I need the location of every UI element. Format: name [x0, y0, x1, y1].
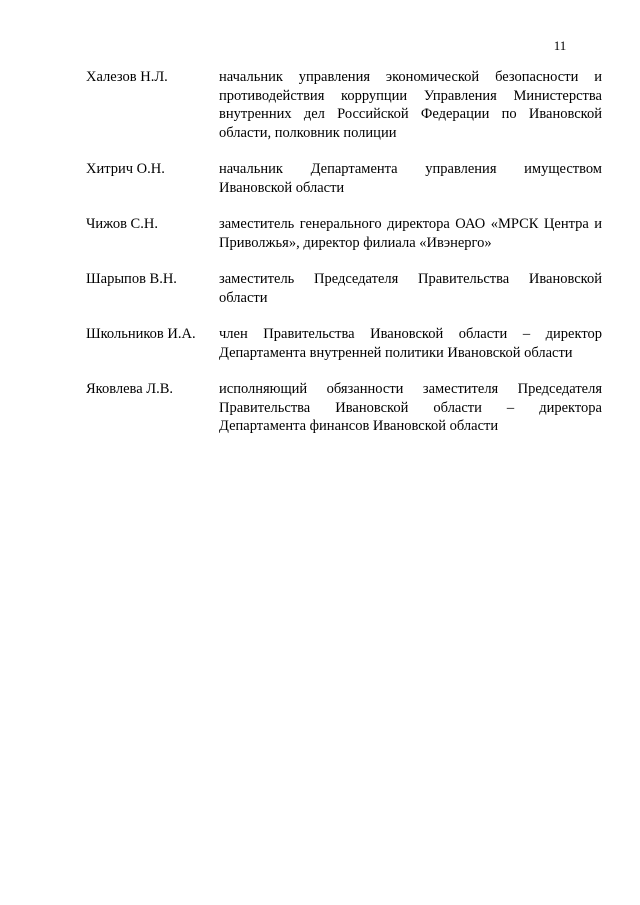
person-position: заместитель Председателя Правительства Ивановской области — [219, 271, 602, 306]
roster-entry — [86, 380, 602, 436]
person-name: Чижов С.Н. — [86, 216, 158, 232]
roster-entry — [86, 270, 602, 307]
person-position: начальник управления экономической безопасности и противодействия коррупции Управления Министерства внутренних дел Российской Федерации по Ивановской области, полковник полиции — [219, 69, 602, 141]
person-position: заместитель генерального директора ОАО «МРСК Центра и Приволжья», директор филиала «Ивэнерго» — [219, 216, 602, 251]
roster-entry — [86, 160, 602, 197]
roster-entry — [86, 215, 602, 252]
roster-entry — [86, 325, 602, 362]
person-name: Хитрич О.Н. — [86, 161, 165, 177]
person-name: Школьников И.А. — [86, 326, 196, 342]
roster-list — [86, 68, 602, 454]
page-number: 11 — [553, 38, 567, 53]
person-name: Халезов Н.Л. — [86, 69, 168, 85]
person-name: Яковлева Л.В. — [86, 381, 174, 397]
person-position: начальник Департамента управления имуществом Ивановской области — [219, 161, 602, 196]
person-position: исполняющий обязанности заместителя Председателя Правительства Ивановской области – директора Департамента финансов Ивановской области — [219, 381, 602, 434]
person-position: член Правительства Ивановской области – директор Департамента внутренней политики Ивановской области — [219, 326, 602, 361]
roster-entry — [86, 68, 602, 142]
person-name: Шарыпов В.Н. — [86, 271, 177, 287]
